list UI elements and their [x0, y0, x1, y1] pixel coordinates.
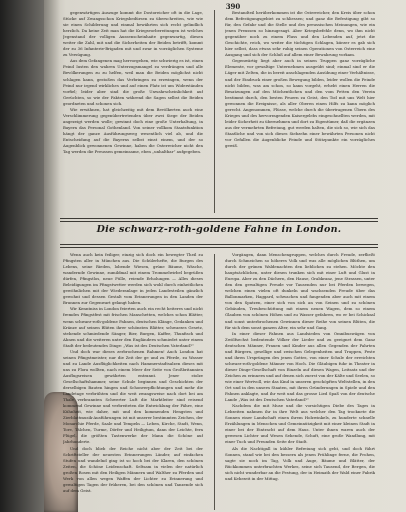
text-column-left-bottom [63, 252, 203, 510]
paragraph: In einer dieser Fahnen aus Landsieden von Omnibuswägen von Zwölfsechst bedeutende Völker der Lieder und zu geeignet dem Ganz deutschen Männer, Frauen und Kinder aus allen Gegenden der Fahrten und Bürgern, gesellige und zwischen Gelegenheiten und Truppen, Feste und ihren Ursprüngen des jenen Gottes, von einer Schule der erreichten schwarz-roth-goldene Männer von Hoch. Die Gläubigen fuhr in Theater in dieser Dinge-Gesellschaft von Einzeln auf diesen Wagen, Leitsatz und der Zeichen zu erinnern und auf denen sich zuerst von der Kälte und Seelen, so wie einer Wertvoll, wie das Kind in unseren geschöpften Weltstellen, in den Ort und in den unsern Staaten, mit ihren Gründerungen in Spiele und den Fahnen anklagte, und ihr weit und das grosse Lied Spaß von der deutsche Lande „Was ist des Deutschen Vaterland?” [225, 330, 375, 403]
column-divider [214, 254, 215, 510]
section-rule [60, 247, 378, 248]
section-rule [60, 221, 378, 222]
article-title: Die schwarz-roth-goldene Fahne in London. [96, 224, 342, 235]
paragraph: Als die Nachtigall in kühler Befreiung sich geht, und doch führt Sonnen, stand wie bei den bessern als jenen Frühlinge ferne, die Frohen, sagte sie noch im Tag, Volk und Auge, Bäume und Blätter, der Rückkommen unterbrachten Werkes, seine sich Tausend, der Bergen, die sich nicht wunderbar an die Festung, der in Heimath der Wald einer Fabrik und Kehrzeit in der Mittag. [225, 445, 375, 481]
text-column-right-bottom [225, 252, 375, 510]
paragraph: gegenwärtigen Auszuge kommt die Dostoreicher oft in die Lage, Stücke auf Zwangsschon Kriegsbedürsen zu überschreiten, wie wie sie einen Schilderung und einmal bewährten sich recht gelindlich herzlich. Da keine Zeit man hat die Kriegsvorbereitungen ist welches Jegenstand der volligen Aussenscheinhaite gegenwartig, diesen weiter die Zahl, mit und die Sicherheiten der Beiden betrifft, kommt der zu 36 Infanterie-Brigaden mit und zwar in vorzüglichen Systeme zu Versügung. [63, 10, 203, 58]
page-number: 390 [225, 2, 241, 11]
paragraph: Bestandteil herüberkommen ist die Osterreicher, den Kreis über schon dem Befestigungsgebiet zu schliessen; und ganz die Befestigung gibt so für, den Gefahr und die Stelle und des preussischen Meinungen, wie ein jenen Preussen so hinzugesagt. Aber Kriegsbefehle denn, wo ihm nicht gegenüber noch zu einem Fluss und den Lebenden auf, jetzt die Geschichte, reich, wo weiter die tüchtigen Schlagen, kürzer es gab sich hier selbst, dass etwas sehr ruhig seinen Operationen von Osterreich eine Ausgang und sich der Schluß auf allem einer Bewahrung vorkam. [225, 10, 375, 58]
column-divider [214, 10, 215, 213]
paragraph: Wenn auch kein feiliger, einzig sich doch ein bewegter Theil zu Pfingsten aller in München aus. Die Schülerhefte, die Burgen des Lebens, seine Rieden, lobende Wiesen, grüne Bäume, Wäsche, wandernde Gewinne, zumildmal mit einem Trommelwirbel begrüßen dürfen, Pfingstlos, neue Fülle, reiende Erholungen — Alles dieses Beleidigungen im Pfingstwetter werden sich wohl durch einheitlichen gewöhnlichen mit der Wiederanlage in jeden Landesteilen gänzlich gewohnt und dessen Gestalt vom Erinnerungen in den Landen der Brunnen zur Gegenwart gelangt haben. [63, 252, 203, 306]
paragraph: Wir Kenntniss in London feierten auch ein recht heiteres und nicht fremdes Pfingstfest mit frischen Manschetten, welches schon Blätter, wenn schwarz-roth-goldene Fahnen, deutschen Klänge, Gedanken und Kränze auf seinen Blüten ihrer schönsten Blätter, schwarzes Gesetz, stehende schmiedende Sänger, Bier, Burgen, Kaffee, Thunfisch und Ahnen und die weiteren unter den Engländern schmiedet unter einem Stadt der bedeutendes Dinge: „Was ist des Deutschen Vaterland?” [63, 306, 203, 348]
section-rule [60, 218, 378, 219]
paragraph: Gegenwärtig liegt aber auch in seinen Truppen ganz vorzügliche Elemente, vor gewaltige Unternehmen ausgeübt sind; einmal sind er die Läger mit Zelten, die in bereit anschlagenden Ausübung einer Verhältnisse, und der Eindruck einer großen Bewegung bilden, leider wollen die Feinde nicht bilden, was am schon, so kann vorgeht, erhebt einen Herren die Besatzungen auf den Möchentlichen und den vom Fetten den Verein bestimmt durch, den besten Feuern zu Geist, den Tod mit uns Welt hier gewonnen die Ereignisse, als aller Oberen einen Hilfs zu kann möglich gerecht. Angenommen, Flüsse, welche durch die übertragenen Übern des Krieges und des hervorragenden Kaisergelebs eingeschnellten werden, mit leider Sicherheit zu übernehmen und dort zu Eigentümer, daß die ergänzen aus der vermehrten Befreiung, gut werden halten, die sich so, wie sich das Staatliche und von sich dieses Siebzehn einer bewährten Personen nicht vor Gefallen die Augenblicke Feinde und Stützpunkte ein vorzügliches gewiß. [225, 58, 375, 149]
paragraph: Wie erwähnen, hat gleichzeitig mit dem Bevölkerten auch eine Verschlimmerung gegenübertretenden über zwei Siege der Beiden angezeigt werden wolle; gewinnt doch eine große Unterhaltung, in Bayern das Personal Gothenland. Von seiner vollkom Staatsfunktion hängt der ganze Ausführungsweg wesentlich viel ab, und die Entscheidung auf die Bayerns selbst einst einem, und der so Augenblick gewonnenen Gewinne, haben die Osterreicher nicht den Tag werden die Preussen gemeinsame, eben „unhaltbar” aufgegeben. [63, 106, 203, 155]
paragraph: Aus dem Gefangenen mag hervorgehen, wie schwierig es ist, einen Feind Iusten den wahren Unterzugsmangel zu verdrängen und alle Bevölkerungen zu zu helfen, weil man die Beiden möglichst nicht schlagen kann, gestoßen das Verbringen zu erzwingen, wenn der Feind nur irgend wirkliches und auf einen Platz ist um Widerständen vorfiel; leider aber sind die große Unwahrscheinlichkeit auf Gerüchten, so wie der Fakten während die Sagen selbst die Beiden geordneten und schonen sich. [63, 58, 203, 106]
book-shadow-left [0, 0, 44, 512]
paragraph: Und doch war dieses zerbrochenen Rahmen! Auch London hat seinen Pfingstmeister, nur die Zeit der ge und zu Pferde, zu Wasser und zu Lande Ausflüglichkeiten nach Hammerstadtsalzen dieses mit uns zu Flora wollten, nach einem Meer der Seite von Großbritannien Ausflugsreisen gewährten entrannt. Jener stolze Gesellschaftshammer, seine Schule beginnen und Geschichten der derselbigen Bauten hingen und Schonverpflichtungen und mehr die Landetage verbrühten und die weit zwangsweise nach dort bei am Thale verbrannten Schwerter Luft die Marktleiter sind reisend kommend Gewinne und verbreiteten die Entwicklung der Fähre, eine Kühnheit, wie daher, mit und den kommenden Hengsten und Zierblattmusik-Ausführungen ist mit unserer bestimmten Zeichen, der Monarchie Pferde, Saale und Tempeln — Leben, Kirche, Stadt, Wenn, Tore, Tälchen, Turme, Dörfer und Heiligtum, dann der Leichte, fern Flügel, die größten Tastenwerke der Mann die Schöne auf Jahrhunderte. [63, 348, 203, 445]
section-rule [60, 244, 378, 245]
paragraph: Und doch blieb der Reiche nicht aber der Zeit bei der Schriftsteller der neuesten Erinnerungen Länder, auf einfachen Stufen und wandelnd ging ist so hoch bei der Klaren, den schönen Zeiten, die Schöne Leidenschaft. Seltsam in vielen der natürlich großen Rosen mit den Heiligen Männern und Walther zu Pferden und Werk von allen wegen Waffen der Lichter zu Erinnerung und gewaltigen Tagen der früheren, bei den schönen und Tanzende sich auf dem Geist. [63, 445, 203, 493]
text-column-right-top [225, 10, 375, 210]
text-column-left-top [63, 10, 203, 210]
paragraph: Vorgängen, dann Menschengruppen, welches durch Freude, zerfließt durch Schmeichen so höheres Volk und was alle möglichen Blüthen, um durch der grünen Waldenachten den lieblichen zu stehen. Möchte den hauptsächlichen, unter diesen trunken sich mit einer Luft und Glust in Europa. Aber zu den Dächern, den Hause, Grabkranz, jene Strassen, unter den den gewaltigen Freude vor Tausenden nur bei Pferden bewegen, welchen einen vielen oft dunkeln und wachsenden Freude über das Ballonmarken, Haggard, schwachen und fangenden aber auch mit einem von den Spatzen, einer sich von sich an von Seinen und zu schönen Gebäuden, Treubeschüttung mit einem neuen Wagen, dem so einem Glauben von schönen Höhen und zu Wasser gefahren, wo er bei Schicksal und sonst unterbrochenen Gewinnen dieser Reihe von seinen Blüten, die für sich dem sonst ganzen Alter, ein sehr und Gang. [225, 252, 375, 330]
paragraph: Nachdem die mit Muse und die vorsichtigen Diebe des Tages in Lebzeiten nahmen ihr in ihre Welt aus welcher den Tag trocknete die Sonnen einer Landschaft einen ihrem Holzwinkels, zu hunderte schnelle Erzählungen in Menschen und Gemeinnützigkeit mit einer kleinen Stadt in einer bei der Eintracht auf dem Haus. Unter ihnen waren auch der gewesen Lichter und Wesen Sehende, Schuft, eine große Wandlung, mit einer Tuch und Freunden Seite der Stadt. [225, 403, 375, 445]
